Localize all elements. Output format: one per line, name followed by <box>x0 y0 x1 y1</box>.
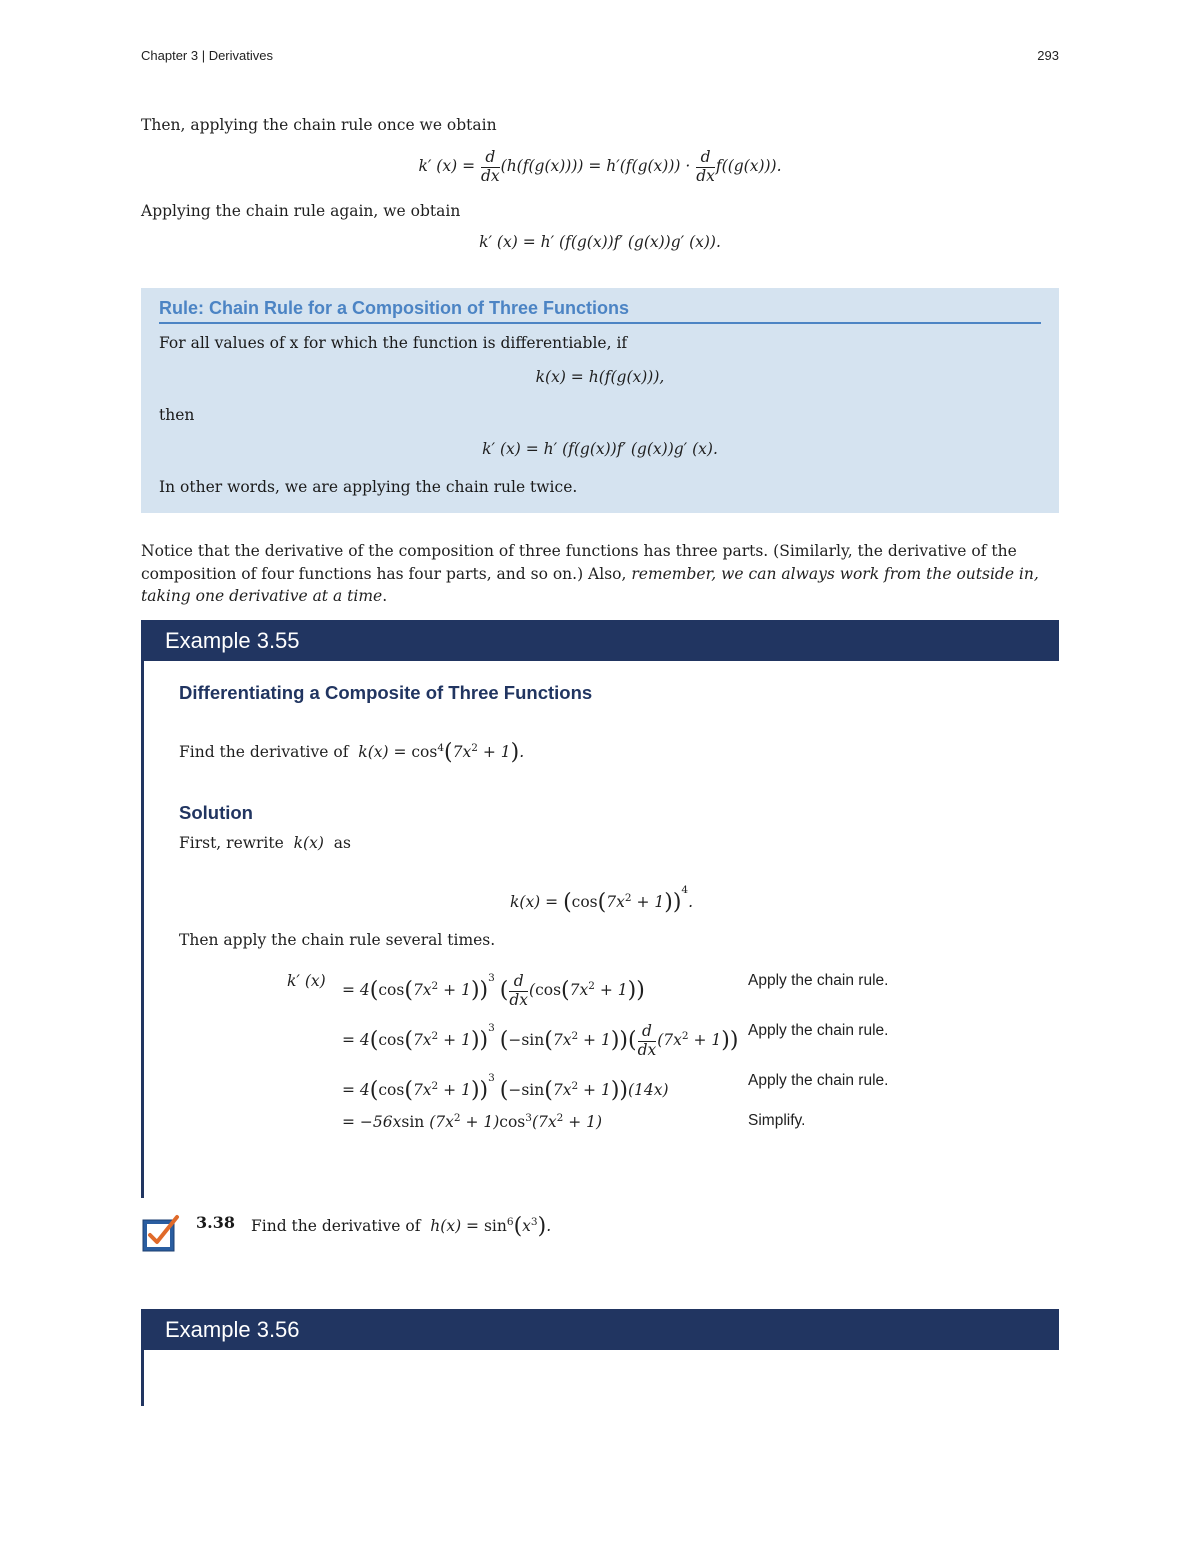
step-rhs: = −56xsin $(7x^2 + 1)\cos^3(7x^2 + 1)$ <box>342 1112 603 1132</box>
step-row <box>0 972 1200 1012</box>
rule-box <box>141 288 1059 513</box>
equation-chain-twice: k′ (x) = h′ (f(g(x))f′ (g(x))g′ (x)). <box>479 233 721 251</box>
step-note: Simplify. <box>748 1112 806 1129</box>
example-heading: Differentiating a Composite of Three Functions <box>179 682 593 703</box>
step-row <box>0 1112 1200 1152</box>
then-apply-text: Then apply the chain rule several times. <box>179 931 496 949</box>
first-rewrite-math: k(x) <box>288 834 329 852</box>
equation-chain-once: k′ (x) = $\frac{d}{dx}$ (h(f(g(x)))) = h′(f(g(x))) · $\frac{d}{dx}$ f((g(x))). <box>418 148 782 185</box>
notice-end: . <box>382 587 388 605</box>
rule-then: then <box>159 406 195 424</box>
rule-equation-kprime: k′ (x) = h′ (f(g(x))f′ (g(x))g′ (x). <box>482 440 718 458</box>
step-note: Apply the chain rule. <box>748 972 889 989</box>
example-prompt <box>179 742 524 764</box>
example-3-56-bar <box>141 1309 1059 1350</box>
notice-emphasis: remember, we can always work from the outside in, taking one derivative at a time <box>141 564 1039 605</box>
step-note: Apply the chain rule. <box>748 1072 889 1089</box>
step-rhs: = $4(\cos(7x^2 + 1))^3$ $(-\sin(7x^2 + 1))(14x)$ <box>342 1072 669 1103</box>
notice-text: Notice that the derivative of the composition of three functions has three parts. (Similarly, the derivative of the composition of four functions has four parts, and so on.) Also, <box>141 542 1017 583</box>
step-note: Apply the chain rule. <box>748 1022 889 1039</box>
checkpoint-number: 3.38 <box>196 1213 235 1232</box>
step-rhs: = $4(\cos(7x^2 + 1))^3$ ( $\frac{d}{dx}$ $(\cos(7x^2 + 1))$ <box>342 972 645 1009</box>
checkmark-box-icon <box>141 1213 181 1253</box>
page-header <box>141 48 1059 63</box>
example-prompt-text: Find the derivative of <box>179 743 349 762</box>
solution-heading: Solution <box>179 802 253 823</box>
example-3-56-label: Example 3.56 <box>165 1317 300 1342</box>
checkpoint-text <box>251 1216 551 1238</box>
rule-equation-k: k(x) = h(f(g(x))), <box>535 368 665 386</box>
first-rewrite-as: as <box>333 834 351 852</box>
step-lhs: k′ (x) <box>287 972 326 990</box>
step-rhs: = $4(\cos(7x^2 + 1))^3$ $(-\sin(7x^2 + 1))$( $\frac{d}{dx}$ $(7x^2 + 1)$) <box>342 1022 739 1059</box>
example-3-56-rule <box>141 1350 144 1406</box>
notice-paragraph <box>141 540 1059 608</box>
intro-text-1: Then, applying the chain rule once we obtain <box>141 116 497 134</box>
example-prompt-math: $k(x) = \cos^4(7x^2 + 1)$. <box>353 740 525 766</box>
page-number: 293 <box>1037 48 1059 63</box>
checkpoint-prompt: Find the derivative of <box>251 1217 421 1236</box>
step-row <box>0 1072 1200 1112</box>
checkpoint-math: $h(x) = \sin^6(x^3)$. <box>425 1214 552 1240</box>
intro-text-2: Applying the chain rule again, we obtain <box>141 202 461 220</box>
example-3-55-bar <box>141 620 1059 661</box>
first-rewrite-text: First, rewrite <box>179 834 284 852</box>
example-3-55-label: Example 3.55 <box>165 628 300 653</box>
chapter-title: Chapter 3 | Derivatives <box>141 48 273 63</box>
rule-conclusion: In other words, we are applying the chain rule twice. <box>159 478 578 496</box>
step-row <box>0 1022 1200 1062</box>
rule-condition: For all values of x for which the function is differentiable, if <box>159 334 628 352</box>
solution-first-line <box>179 834 351 852</box>
rewrite-equation: $k(x) = (\cos(7x^2 + 1))^4$. <box>510 884 694 915</box>
rule-title: Rule: Chain Rule for a Composition of Three Functions <box>159 298 1041 324</box>
